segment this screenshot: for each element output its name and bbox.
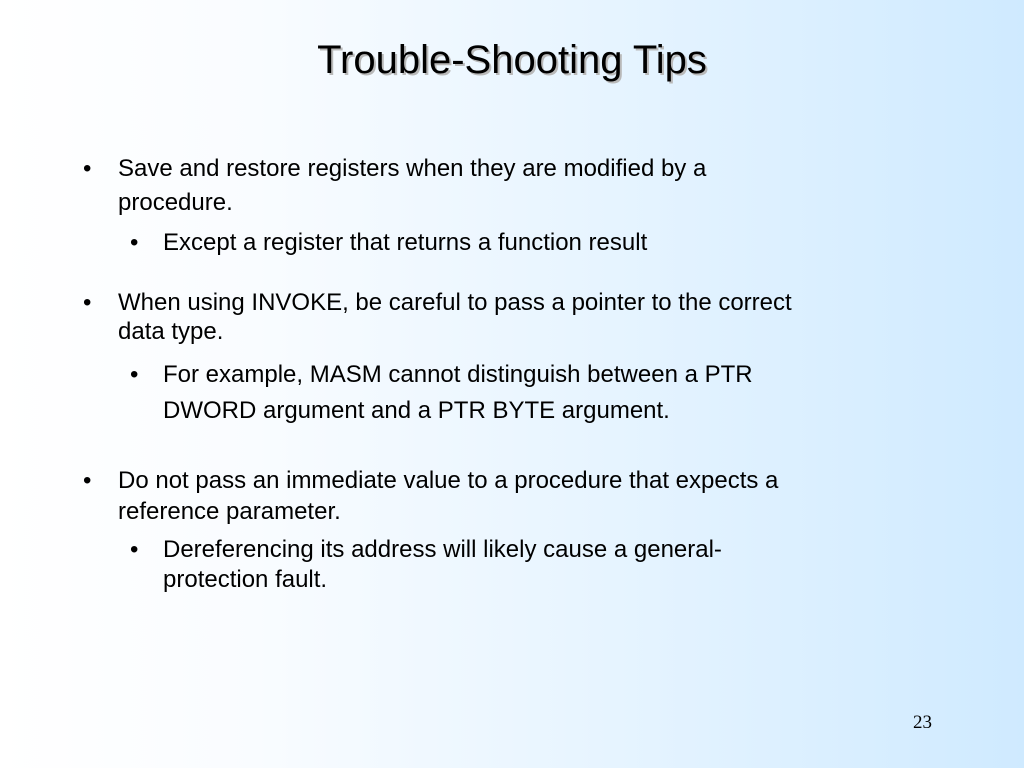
- sub-bullet-icon: •: [130, 536, 139, 563]
- bullet-text-line: procedure.: [118, 189, 233, 216]
- sub-bullet-icon: •: [130, 361, 139, 388]
- bullet-icon: •: [83, 467, 92, 494]
- page-number: 23: [913, 712, 932, 733]
- sub-bullet-text-line: Except a register that returns a function result: [163, 229, 648, 256]
- sub-bullet-text-line: protection fault.: [163, 566, 328, 593]
- sub-bullet-text-line: Dereferencing its address will likely cause a general-: [163, 536, 722, 563]
- sub-bullet-text-line: For example, MASM cannot distinguish between a PTR: [163, 361, 753, 388]
- sub-bullet-icon: •: [130, 229, 139, 256]
- bullet-text-line: reference parameter.: [118, 498, 341, 525]
- bullet-icon: •: [83, 289, 92, 316]
- bullet-icon: •: [83, 155, 92, 182]
- bullet-text-line: Do not pass an immediate value to a procedure that expects a: [118, 467, 779, 494]
- bullet-text-line: When using INVOKE, be careful to pass a pointer to the correct: [118, 289, 792, 316]
- slide-title: Trouble-Shooting Tips: [317, 38, 707, 82]
- bullet-text-line: Save and restore registers when they are modified by a: [118, 155, 707, 182]
- sub-bullet-text-line: DWORD argument and a PTR BYTE argument.: [163, 397, 670, 424]
- bullet-text-line: data type.: [118, 318, 224, 345]
